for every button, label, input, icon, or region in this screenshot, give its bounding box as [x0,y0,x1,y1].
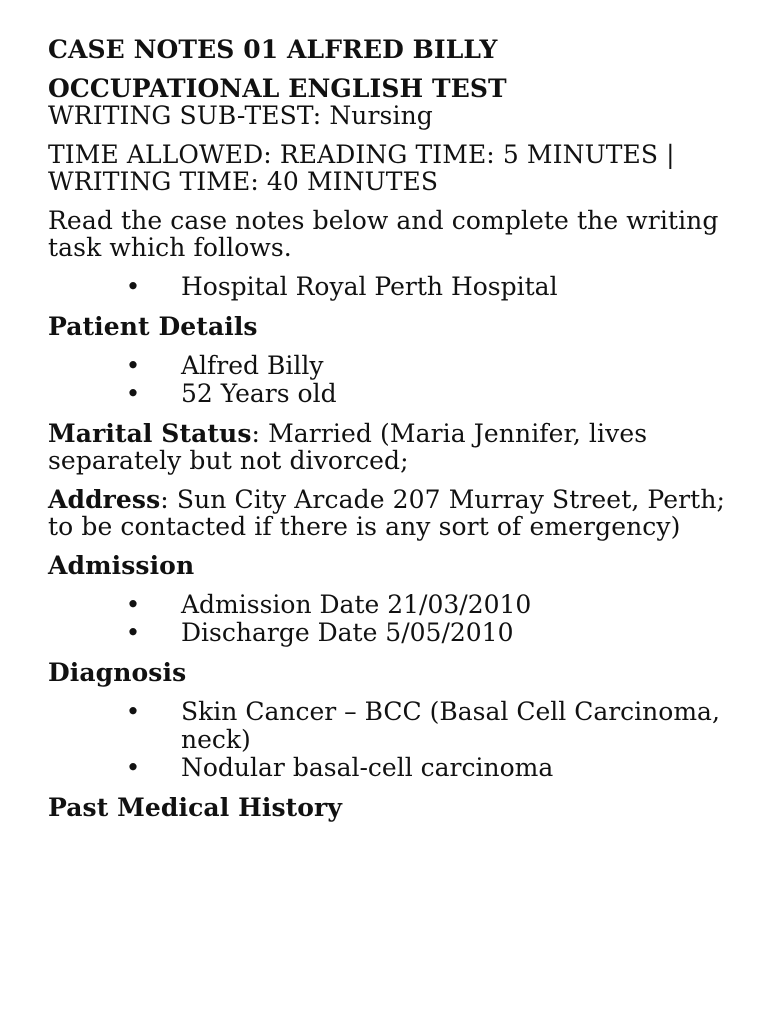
bullet-icon: • [125,697,141,726]
list-item [48,698,738,754]
hospital-name: Hospital Royal Perth Hospital [181,272,558,301]
bullet-icon: • [125,590,141,619]
diagnosis-list [48,698,738,782]
marital-status-value: : Married (Maria Jennifer, lives separately but not divorced; [48,419,648,475]
admission-list [48,591,738,647]
list-item [48,273,738,301]
marital-status-label: Marital Status [48,419,252,448]
bullet-icon: • [125,379,141,408]
list-item [48,380,738,408]
list-item [48,754,738,782]
list-item [48,352,738,380]
bullet-icon: • [125,618,141,647]
address-paragraph [48,486,738,540]
address-label: Address [48,485,161,514]
past-medical-history-heading: Past Medical History [48,793,342,822]
diagnosis-heading: Diagnosis [48,658,187,687]
bullet-icon: • [125,351,141,380]
diagnosis-item: Nodular basal-cell carcinoma [181,753,554,782]
admission-date: Admission Date 21/03/2010 [181,590,532,619]
diagnosis-item: Skin Cancer – BCC (Basal Cell Carcinoma, neck) [181,697,720,754]
patient-name: Alfred Billy [181,351,324,380]
subtest-line: WRITING SUB-TEST: Nursing [48,101,433,130]
address-value: : Sun City Arcade 207 Murray Street, Perth; to be contacted if there is any sort of emergency) [48,485,726,541]
list-item [48,619,738,647]
test-name: OCCUPATIONAL ENGLISH TEST [48,74,507,103]
hospital-list [48,273,738,301]
bullet-icon: • [125,272,141,301]
marital-status-paragraph [48,420,738,474]
instructions: Read the case notes below and complete the writing task which follows. [48,206,719,262]
time-allowed: TIME ALLOWED: READING TIME: 5 MINUTES | WRITING TIME: 40 MINUTES [48,140,675,196]
patient-details-heading: Patient Details [48,312,258,341]
bullet-icon: • [125,753,141,782]
document-page [48,36,738,821]
document-title: CASE NOTES 01 ALFRED BILLY [48,35,498,64]
patient-details-list [48,352,738,408]
discharge-date: Discharge Date 5/05/2010 [181,618,514,647]
patient-age: 52 Years old [181,379,337,408]
admission-heading: Admission [48,551,195,580]
list-item [48,591,738,619]
